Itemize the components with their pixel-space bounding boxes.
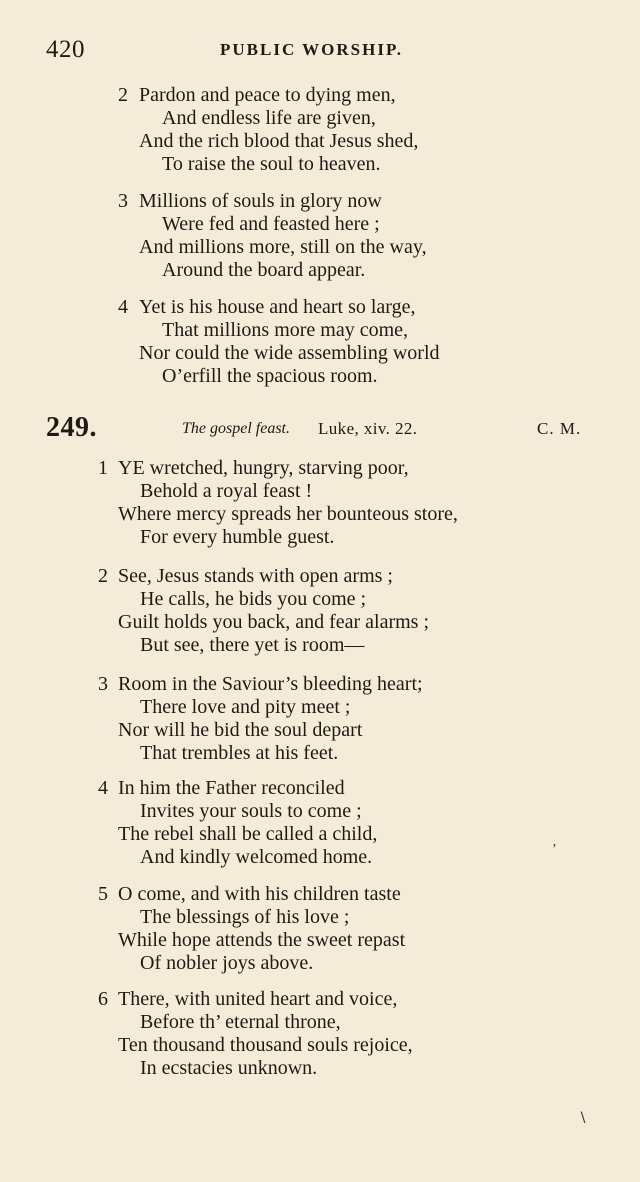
stanza-number: 4 (118, 296, 128, 318)
stanza-number: 2 (98, 565, 108, 587)
verse-line: Nor could the wide assembling world (139, 342, 440, 364)
ink-speck: ’ (552, 842, 557, 857)
verse-line: In ecstacies unknown. (140, 1057, 318, 1079)
verse-line: To raise the soul to heaven. (162, 153, 381, 175)
stanza-number: 1 (98, 457, 108, 479)
verse-line: Around the board appear. (162, 259, 366, 281)
verse-line: Millions of souls in glory now (139, 190, 382, 212)
stanza-number: 2 (118, 84, 128, 106)
verse-line: But see, there yet is room— (140, 634, 365, 656)
hymn-stanza-6 (0, 988, 640, 1080)
verse-line: See, Jesus stands with open arms ; (118, 565, 393, 587)
hymn-stanza-4 (0, 777, 640, 869)
continued-stanza-3 (0, 190, 640, 282)
page-number: 420 (46, 36, 85, 63)
verse-line: And kindly welcomed home. (140, 846, 373, 868)
verse-line: That trembles at his feet. (140, 742, 339, 764)
continued-stanza-2 (0, 84, 640, 176)
verse-line: YE wretched, hungry, starving poor, (118, 457, 409, 479)
verse-line: The blessings of his love ; (140, 906, 350, 928)
verse-line: In him the Father reconciled (118, 777, 345, 799)
verse-line: Pardon and peace to dying men, (139, 84, 396, 106)
stanza-number: 5 (98, 883, 108, 905)
hymn-stanza-1 (0, 457, 640, 549)
running-title: PUBLIC WORSHIP. (220, 40, 404, 59)
verse-line: Of nobler joys above. (140, 952, 314, 974)
stanza-number: 3 (98, 673, 108, 695)
verse-line: There, with united heart and voice, (118, 988, 398, 1010)
verse-line: And endless life are given, (162, 107, 376, 129)
continued-stanza-4 (0, 296, 640, 388)
stanza-number: 6 (98, 988, 108, 1010)
ink-speck: ∖ (578, 1111, 587, 1126)
verse-line: While hope attends the sweet repast (118, 929, 406, 951)
verse-line: Behold a royal feast ! (140, 480, 313, 502)
verse-line: Ten thousand thousand souls rejoice, (118, 1034, 413, 1056)
hymn-stanza-2 (0, 565, 640, 657)
verse-line: There love and pity meet ; (140, 696, 351, 718)
hymn-stanza-3 (0, 673, 640, 765)
verse-line: Invites your souls to come ; (140, 800, 362, 822)
hymn-meter: C. M. (537, 419, 582, 438)
verse-line: That millions more may come, (162, 319, 409, 341)
verse-line: Before th’ eternal throne, (140, 1011, 341, 1033)
hymn-stanza-5 (0, 883, 640, 975)
verse-line: And millions more, still on the way, (139, 236, 427, 258)
hymn-number: 249. (46, 412, 97, 443)
verse-line: Yet is his house and heart so large, (139, 296, 416, 318)
verse-line: The rebel shall be called a child, (118, 823, 378, 845)
verse-line: Room in the Saviour’s bleeding heart; (118, 673, 423, 695)
verse-line: He calls, he bids you come ; (140, 588, 367, 610)
verse-line: And the rich blood that Jesus shed, (139, 130, 419, 152)
hymn-title: The gospel feast. (182, 420, 290, 437)
verse-line: Where mercy spreads her bounteous store, (118, 503, 458, 525)
stanza-number: 4 (98, 777, 108, 799)
verse-line: Nor will he bid the soul depart (118, 719, 363, 741)
verse-line: O’erfill the spacious room. (162, 365, 378, 387)
stanza-number: 3 (118, 190, 128, 212)
hymn-header (0, 412, 640, 444)
scripture-reference: Luke, xiv. 22. (318, 419, 418, 438)
verse-line: Guilt holds you back, and fear alarms ; (118, 611, 430, 633)
verse-line: Were fed and feasted here ; (162, 213, 380, 235)
verse-line: For every humble guest. (140, 526, 335, 548)
verse-line: O come, and with his children taste (118, 883, 401, 905)
